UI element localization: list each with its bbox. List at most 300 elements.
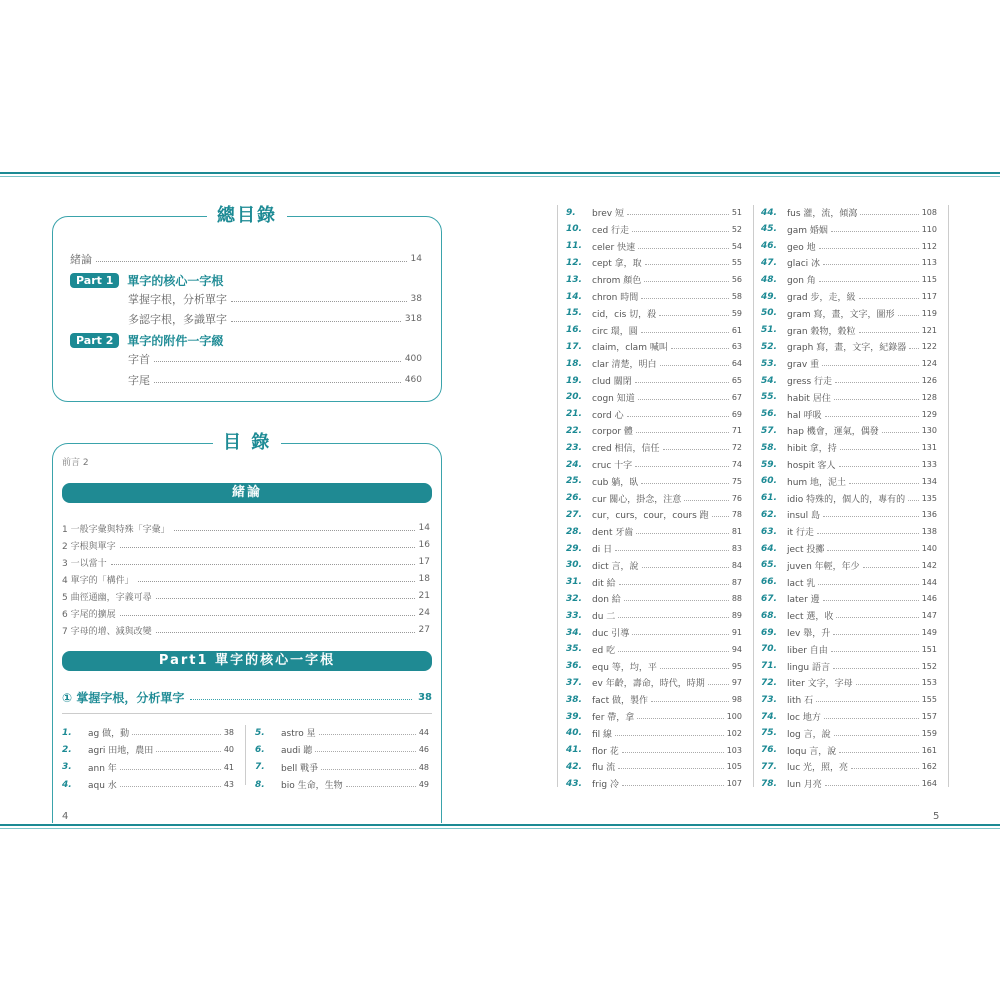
root-entry[interactable] (566, 324, 742, 337)
root-entry[interactable] (761, 492, 937, 505)
part1-badge: Part 1 (70, 273, 119, 288)
overall-part2-item[interactable] (128, 374, 422, 386)
entry-page: 49 (418, 780, 429, 790)
root-entry[interactable] (761, 357, 937, 370)
overall-contents-title: 總目錄 (207, 206, 287, 226)
root-entry[interactable] (761, 458, 937, 471)
root-entry[interactable] (761, 408, 937, 421)
root-entry[interactable] (761, 340, 937, 353)
root-entry[interactable] (566, 626, 742, 639)
entry-page: 164 (921, 779, 937, 789)
entry-number: 2. (62, 744, 72, 755)
entry-number: 78. (761, 778, 777, 789)
entry-page: 155 (921, 695, 937, 705)
entry-page: 159 (921, 728, 937, 738)
root-entry[interactable] (761, 727, 937, 740)
leader-dots (615, 731, 724, 736)
entry-word: dict 言，說 (592, 561, 639, 572)
entry-page: 46 (418, 745, 429, 755)
entry-word: gress 行走 (787, 377, 832, 387)
entry-number: 47. (761, 257, 777, 268)
root-entry[interactable] (761, 643, 937, 656)
entry-number: 68. (761, 610, 777, 621)
entry-word: cred 相信，信任 (592, 444, 660, 455)
leader-dots (120, 611, 415, 616)
intro-item-label: 4 單字的「構件」 (62, 575, 134, 586)
root-entry[interactable] (566, 357, 742, 370)
leader-dots (909, 344, 919, 349)
overall-intro-page: 14 (410, 254, 422, 264)
entry-page: 133 (921, 460, 937, 469)
entry-word: lith 石 (787, 696, 814, 707)
root-entry[interactable] (566, 256, 742, 269)
leader-dots (833, 664, 919, 669)
part1-section-bar: Part1 單字的核心一字根 (62, 651, 432, 671)
column-divider (557, 205, 558, 787)
entry-number: 60. (761, 476, 777, 487)
leader-dots (834, 395, 919, 400)
leader-dots (684, 496, 729, 501)
entry-number: 14. (566, 291, 582, 302)
leader-dots (156, 628, 415, 633)
entry-word: grav 重 (787, 360, 820, 371)
leader-dots (651, 697, 729, 702)
entry-number: 3. (62, 762, 72, 773)
root-entry[interactable] (566, 206, 742, 219)
entry-number: 67. (761, 593, 777, 604)
entry-page: 144 (921, 577, 937, 587)
entry-page: 78 (731, 510, 742, 520)
entry-number: 59. (761, 459, 777, 470)
entry-page: 81 (731, 527, 742, 537)
leader-dots (132, 730, 221, 735)
entry-number: 77. (761, 761, 777, 772)
entry-page: 153 (921, 678, 937, 688)
root-entry[interactable] (761, 206, 937, 219)
entry-word: gran 穀物，穀粒 (787, 326, 856, 337)
root-entry[interactable] (566, 592, 742, 605)
entry-word: flu 流 (592, 763, 616, 774)
root-entry[interactable] (566, 475, 742, 488)
entry-page: 151 (921, 644, 937, 654)
root-entry[interactable] (566, 391, 742, 404)
root-entry[interactable] (761, 710, 937, 723)
entry-number: 8. (255, 779, 265, 790)
root-entry[interactable] (255, 778, 429, 791)
root-entry[interactable] (566, 676, 742, 689)
leader-dots (627, 412, 729, 417)
root-entry[interactable] (761, 676, 937, 689)
entry-word: aqu 水 (88, 781, 117, 792)
entry-word: cur，curs，cour，cours 跑 (592, 511, 709, 522)
entry-page: 119 (921, 308, 937, 318)
entry-word: brev 短 (592, 209, 624, 219)
entry-number: 48. (761, 274, 777, 285)
intro-item[interactable] (62, 590, 430, 602)
entry-number: 63. (761, 526, 777, 537)
intro-item[interactable] (62, 539, 430, 551)
root-entry[interactable] (566, 777, 742, 790)
entry-word: chron 時間 (592, 293, 639, 303)
section-divider (62, 713, 432, 714)
entry-page: 115 (921, 275, 937, 285)
entry-page: 130 (921, 426, 937, 436)
root-entry[interactable] (255, 761, 429, 774)
intro-item[interactable] (62, 573, 430, 585)
leader-dots (898, 311, 919, 316)
entry-page: 107 (726, 779, 742, 789)
entry-word: liter 文字，字母 (787, 679, 853, 690)
entry-page: 44 (418, 728, 429, 737)
leader-dots (120, 543, 415, 548)
entry-number: 58. (761, 442, 777, 453)
entry-number: 12. (566, 257, 582, 268)
leader-dots (824, 714, 919, 719)
root-entry[interactable] (62, 778, 234, 791)
root-entry[interactable] (62, 743, 234, 756)
entry-page: 161 (921, 745, 937, 755)
entry-number: 7. (255, 762, 265, 773)
intro-item-page: 18 (418, 574, 430, 584)
root-entry[interactable] (761, 760, 937, 773)
leader-dots (627, 210, 729, 215)
root-entry[interactable] (761, 441, 937, 454)
leader-dots (839, 748, 918, 753)
entry-page: 56 (731, 275, 742, 285)
root-entry[interactable] (62, 726, 234, 739)
leader-dots (823, 260, 919, 265)
overall-part1-item[interactable] (128, 293, 422, 305)
root-entry[interactable] (566, 307, 742, 320)
root-entry[interactable] (761, 374, 937, 387)
entry-word: claim，clam 喊叫 (592, 343, 668, 354)
root-entry[interactable] (566, 693, 742, 706)
preface-line[interactable]: 前言 2 (62, 458, 89, 468)
root-entry[interactable] (761, 542, 937, 555)
root-entry[interactable] (761, 592, 937, 605)
leader-dots (638, 244, 729, 249)
intro-item-label: 3 一以當十 (62, 558, 107, 569)
entry-number: 33. (566, 610, 582, 621)
leader-dots (231, 317, 401, 322)
intro-item-page: 14 (418, 523, 430, 533)
entry-word: frig 冷 (592, 780, 619, 791)
entry-number: 62. (761, 509, 777, 520)
root-entry[interactable] (761, 559, 937, 572)
leader-dots (863, 563, 919, 568)
leader-dots (839, 462, 919, 467)
leader-dots (120, 782, 221, 787)
entry-word: fact 做，製作 (592, 696, 649, 707)
entry-page: 149 (921, 628, 937, 637)
root-entry[interactable] (761, 576, 937, 589)
entry-number: 69. (761, 627, 777, 638)
intro-item[interactable] (62, 556, 430, 568)
entry-number: 55. (761, 392, 777, 403)
entry-word: bell 戰爭 (281, 763, 319, 774)
root-entry[interactable] (566, 760, 742, 773)
root-entry[interactable] (566, 240, 742, 253)
contents-title: 目 錄 (213, 433, 281, 453)
entry-page: 113 (921, 258, 937, 268)
entry-number: 40. (566, 728, 582, 739)
root-entry[interactable] (566, 660, 742, 673)
entry-word: cept 拿，取 (592, 259, 642, 270)
entry-page: 102 (726, 728, 742, 738)
entry-page: 121 (921, 325, 937, 335)
item-label: 掌握字根，分析單字 (128, 293, 227, 306)
entry-word: ann 年 (88, 763, 117, 774)
root-entry[interactable] (566, 408, 742, 421)
column-divider (245, 725, 246, 785)
root-entry[interactable] (566, 492, 742, 505)
entry-number: 17. (566, 341, 582, 352)
leader-dots (624, 596, 729, 601)
entry-page: 71 (731, 426, 742, 436)
leader-dots (120, 765, 221, 770)
entry-number: 72. (761, 677, 777, 688)
root-entry[interactable] (566, 441, 742, 454)
entry-page: 75 (731, 476, 742, 486)
entry-page: 108 (921, 208, 937, 217)
entry-number: 53. (761, 358, 777, 369)
root-entry[interactable] (761, 324, 937, 337)
leader-dots (831, 647, 919, 652)
entry-page: 41 (223, 762, 234, 772)
overall-part1-heading[interactable] (70, 272, 223, 288)
leader-dots (321, 765, 416, 770)
leader-dots (823, 512, 919, 517)
root-entry[interactable] (761, 626, 937, 639)
leader-dots (632, 630, 729, 635)
entry-word: duc 引導 (592, 629, 630, 639)
section1-heading[interactable] (62, 690, 432, 704)
entry-word: ev 年齡，壽命，時代，時期 (592, 679, 705, 690)
root-entry[interactable] (566, 374, 742, 387)
entry-word: gram 寫，畫，文字，圖形 (787, 309, 895, 320)
leader-dots (818, 580, 918, 585)
intro-item-label: 5 曲徑通幽，字義可尋 (62, 592, 152, 603)
entry-word: hal 呼吸 (787, 410, 822, 421)
entry-page: 69 (731, 409, 742, 419)
root-entry[interactable] (566, 559, 742, 572)
entry-page: 129 (921, 409, 937, 419)
intro-item-page: 27 (418, 625, 430, 635)
entry-number: 26. (566, 493, 582, 504)
intro-item[interactable] (62, 522, 430, 534)
root-entry[interactable] (566, 525, 742, 538)
entry-word: cogn 知道 (592, 393, 635, 404)
entry-number: 44. (761, 207, 777, 218)
root-entry[interactable] (761, 391, 937, 404)
entry-page: 126 (921, 376, 937, 385)
entry-word: hap 機會，運氣，偶發 (787, 427, 879, 438)
leader-dots (156, 747, 221, 752)
intro-item-page: 16 (418, 540, 430, 550)
root-entry[interactable] (761, 273, 937, 286)
entry-number: 75. (761, 728, 777, 739)
root-entry[interactable] (255, 743, 429, 756)
root-entry[interactable] (761, 508, 937, 521)
entry-word: gon 角 (787, 276, 816, 287)
root-entry[interactable] (761, 609, 937, 622)
overall-intro-line[interactable] (70, 253, 422, 265)
entry-number: 64. (761, 543, 777, 554)
leader-dots (825, 781, 919, 786)
entry-number: 31. (566, 577, 582, 588)
entry-word: insul 島 (787, 511, 820, 522)
root-entry[interactable] (566, 710, 742, 723)
entry-word: fus 灌，流，傾瀉 (787, 209, 858, 219)
entry-word: ed 吃 (592, 645, 616, 656)
root-entry[interactable] (566, 643, 742, 656)
entry-word: lun 月亮 (787, 780, 822, 791)
entry-page: 54 (731, 241, 742, 251)
entry-page: 103 (726, 745, 742, 755)
root-entry[interactable] (566, 223, 742, 236)
entry-number: 29. (566, 543, 582, 554)
leader-dots (615, 546, 729, 551)
leader-dots (835, 378, 919, 383)
entry-word: ced 行走 (592, 225, 630, 236)
leader-dots (849, 479, 919, 484)
root-entry[interactable] (566, 290, 742, 303)
entry-number: 54. (761, 375, 777, 386)
root-entry[interactable] (761, 660, 937, 673)
entry-number: 52. (761, 341, 777, 352)
entry-word: glaci 冰 (787, 259, 821, 270)
entry-word: lev 舉，升 (787, 629, 831, 639)
leader-dots (817, 529, 919, 534)
entry-word: cruc 十字 (592, 461, 633, 471)
entry-page: 43 (223, 780, 234, 790)
intro-item-page: 21 (418, 591, 430, 601)
leader-dots (231, 297, 407, 302)
leader-dots (96, 257, 407, 262)
intro-item[interactable] (62, 624, 430, 636)
overall-part1-item[interactable] (128, 313, 422, 325)
entry-page: 122 (921, 342, 937, 352)
entry-number: 13. (566, 274, 582, 285)
part2-title: 單字的附件一字綴 (127, 333, 224, 348)
entry-word: later 邊 (787, 595, 820, 606)
leader-dots (822, 361, 919, 366)
entry-page: 105 (726, 762, 742, 772)
root-entry[interactable] (761, 424, 937, 437)
leader-dots (619, 580, 729, 585)
root-entry[interactable] (62, 761, 234, 774)
entry-number: 46. (761, 241, 777, 252)
entry-word: circ 環，圓 (592, 326, 638, 337)
leader-dots (859, 328, 919, 333)
entry-page: 134 (921, 476, 937, 486)
column-divider (948, 205, 949, 787)
root-entry[interactable] (761, 223, 937, 236)
leader-dots (860, 210, 918, 215)
root-entry[interactable] (761, 777, 937, 790)
root-entry[interactable] (566, 727, 742, 740)
entry-page: 138 (921, 527, 937, 537)
root-entry[interactable] (761, 307, 937, 320)
entry-number: 38. (566, 694, 582, 705)
entry-page: 146 (921, 594, 937, 604)
root-entry[interactable] (566, 273, 742, 286)
intro-item[interactable] (62, 607, 430, 619)
root-entry[interactable] (566, 744, 742, 757)
root-entry[interactable] (761, 240, 937, 253)
entry-page: 48 (418, 762, 429, 772)
entry-word: juven 年輕，年少 (787, 561, 860, 572)
leader-dots (635, 462, 729, 467)
root-entry[interactable] (761, 693, 937, 706)
intro-section-bar: 緒論 (62, 483, 432, 503)
entry-page: 117 (921, 292, 937, 301)
leader-dots (111, 560, 415, 565)
root-entry[interactable] (761, 525, 937, 538)
leader-dots (708, 680, 729, 685)
leader-dots (636, 428, 729, 433)
item-page: 400 (404, 354, 422, 364)
leader-dots (154, 378, 401, 383)
root-entry[interactable] (566, 576, 742, 589)
root-entry[interactable] (761, 475, 937, 488)
entry-word: bio 生命，生物 (281, 781, 343, 792)
entry-page: 100 (726, 712, 742, 721)
leader-dots (346, 782, 416, 787)
overall-part2-item[interactable] (128, 353, 422, 365)
section1-label: ① 掌握字根，分析單字 (62, 690, 185, 705)
intro-item-page: 17 (418, 557, 430, 567)
entry-page: 135 (921, 493, 937, 503)
root-entry[interactable] (761, 256, 937, 269)
root-entry[interactable] (255, 726, 429, 739)
root-entry[interactable] (566, 542, 742, 555)
root-entry[interactable] (566, 458, 742, 471)
root-entry[interactable] (566, 424, 742, 437)
entry-word: ag 做，動 (88, 729, 130, 739)
root-entry[interactable] (566, 609, 742, 622)
root-entry[interactable] (761, 744, 937, 757)
entry-number: 50. (761, 308, 777, 319)
entry-number: 35. (566, 644, 582, 655)
entry-number: 41. (566, 745, 582, 756)
leader-dots (618, 764, 723, 769)
leader-dots (622, 748, 724, 753)
leader-dots (659, 311, 729, 316)
entry-word: equ 等，均，平 (592, 662, 657, 673)
root-entry[interactable] (761, 290, 937, 303)
entry-number: 18. (566, 358, 582, 369)
entry-word: celer 快速 (592, 242, 636, 253)
entry-number: 15. (566, 308, 582, 319)
entry-page: 89 (731, 611, 742, 621)
entry-word: corpor 體 (592, 427, 633, 438)
leader-dots (618, 613, 729, 618)
intro-item-label: 7 字母的增、減與改變 (62, 626, 152, 637)
entry-page: 84 (731, 560, 742, 570)
leader-dots (825, 412, 919, 417)
entry-number: 10. (566, 224, 582, 235)
entry-page: 51 (731, 208, 742, 217)
entry-number: 51. (761, 325, 777, 336)
entry-page: 140 (921, 544, 937, 553)
entry-word: astro 星 (281, 729, 316, 739)
root-entry[interactable] (566, 340, 742, 353)
entry-word: it 行走 (787, 528, 814, 539)
overall-part2-heading[interactable] (70, 332, 223, 348)
entry-word: fil 線 (592, 729, 613, 740)
root-entry[interactable] (566, 508, 742, 521)
